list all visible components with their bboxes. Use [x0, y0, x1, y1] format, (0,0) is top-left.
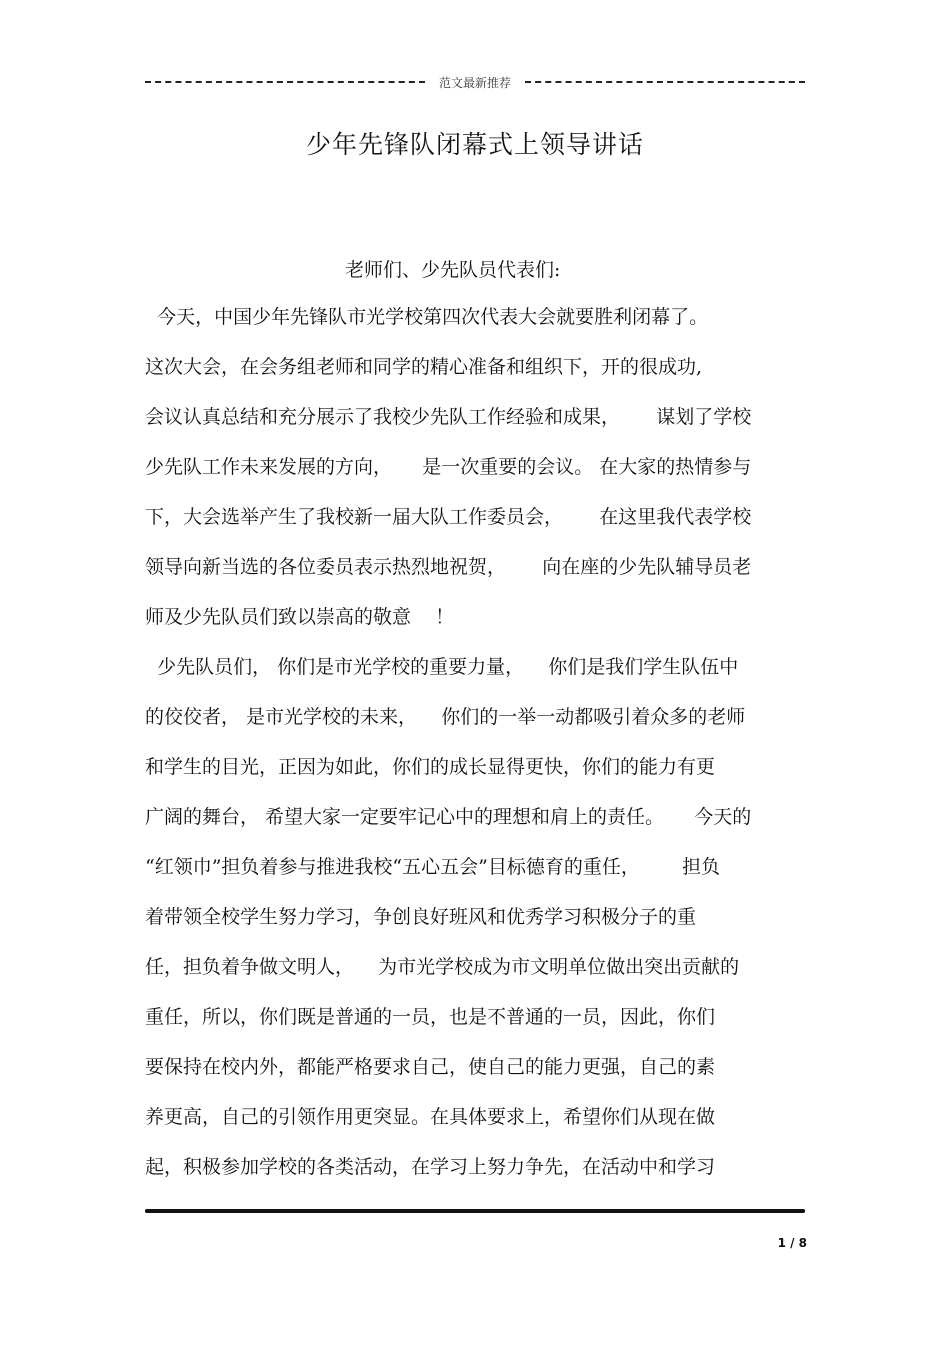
body-line: 师及少先队员们致以崇高的敬意 ！ [145, 606, 455, 628]
salutation: 老师们、少先队员代表们: [345, 259, 561, 281]
header-dash-left [145, 81, 425, 83]
body-line: 领导向新当选的各位委员表示热烈地祝贺， 向在座的少先队辅导员老 [145, 556, 752, 578]
body-line: 今天，中国少年先锋队市光学校第四次代表大会就要胜利闭幕了。 [145, 306, 709, 328]
body-line: 少先队员们， 你们是市光学校的重要力量， 你们是我们学生队伍中 [145, 656, 739, 678]
body-line: 着带领全校学生努力学习，争创良好班风和优秀学习积极分子的重 [145, 906, 697, 928]
body-line: 和学生的目光，正因为如此，你们的成长显得更快，你们的能力有更 [145, 756, 716, 778]
page-number: 1 / 8 [777, 1236, 807, 1250]
header-dash-right [525, 81, 805, 83]
footer-divider [145, 1209, 805, 1213]
body-line: 重任，所以，你们既是普通的一员，也是不普通的一员，因此，你们 [145, 1006, 716, 1028]
header-text: 范文最新推荐 [439, 75, 512, 90]
body-line: 养更高，自己的引领作用更突显。在具体要求上，希望你们从现在做 [145, 1106, 716, 1128]
document-title: 少年先锋队闭幕式上领导讲话 [305, 130, 644, 159]
body-line: 任，担负着争做文明人， 为市光学校成为市文明单位做出突出贡献的 [145, 956, 740, 978]
body-line: 要保持在校内外，都能严格要求自己，使自己的能力更强，自己的素 [145, 1056, 716, 1078]
body-line: 下，大会选举产生了我校新一届大队工作委员会， 在这里我代表学校 [145, 506, 752, 528]
body-line: 广阔的舞台， 希望大家一定要牢记心中的理想和肩上的责任。 今天的 [145, 806, 752, 828]
body-line: 这次大会，在会务组老师和同学的精心准备和组织下，开的很成功, [145, 356, 703, 378]
page-header [145, 72, 805, 92]
body-line: 会议认真总结和充分展示了我校少先队工作经验和成果， 谋划了学校 [145, 406, 752, 428]
body-line: 起，积极参加学校的各类活动，在学习上努力争先，在活动中和学习 [145, 1156, 716, 1178]
body-line: “红领巾”担负着参与推进我校“五心五会”目标德育的重任， 担负 [145, 856, 721, 878]
body-line: 的佼佼者， 是市光学校的未来， 你们的一举一动都吸引着众多的老师 [145, 706, 746, 728]
body-line: 少先队工作未来发展的方向， 是一次重要的会议。 在大家的热情参与 [145, 456, 752, 478]
